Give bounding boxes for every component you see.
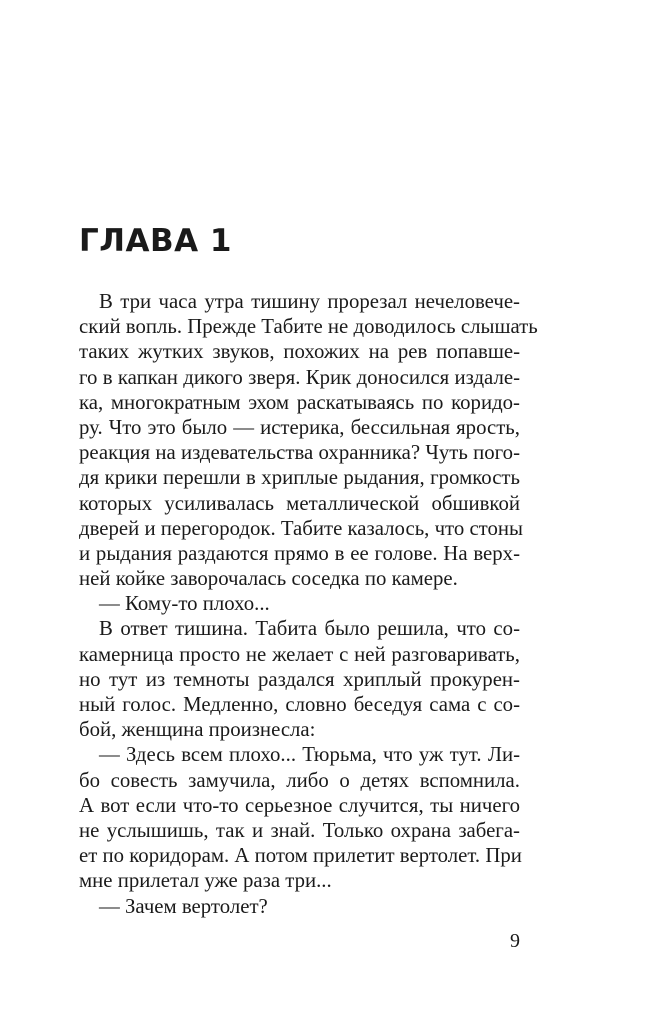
text-line: бой, женщина произнесла: [79,718,316,742]
text-line: ный голос. Медленно, словно беседуя сама с со- [79,693,520,716]
text-line: мне прилетал уже раза три... [79,869,332,893]
text-line: таких жутких звуков, похожих на рев попавше- [79,340,520,364]
dialogue-line: — Здесь всем плохо... Тюрьма, что уж тут. Ли- [99,743,520,767]
dialogue-line: — Кому-то плохо... [99,592,270,616]
text-line: го в капкан дикого зверя. Крик доносился издале- [79,365,520,389]
text-line: камерница просто не желает с ней разговаривать, [79,642,520,666]
text-line: бо совесть замучила, либо о детях вспомнила. [79,768,520,792]
text-line: дя крики перешли в хриплые рыдания, громкость [79,466,520,490]
body-text [79,289,538,919]
text-line: ней койке заворочалась соседка по камере. [79,567,458,591]
text-line: ет по коридорам. А потом прилетит вертолет. При [79,844,522,868]
text-line: которых усиливалась металлической обшивкой [79,491,520,515]
text-line: и рыдания раздаются прямо в ее голове. На верх- [79,541,520,565]
text-line: но тут из темноты раздался хриплый прокурен- [79,667,520,691]
text-line: не услышишь, так и знай. Только охрана забега- [79,818,520,842]
text-line: дверей и перегородок. Табите казалось, что стоны [79,516,523,540]
text-line: ка, многократным эхом раскатываясь по коридо- [79,390,520,414]
text-line: ру. Что это было — истерика, бессильная ярость, [79,415,520,439]
text-line: реакция на издевательства охранника? Чуть пого- [79,441,520,465]
text-line: ский вопль. Прежде Табите не доводилось слышать [79,315,538,339]
text-line: В ответ тишина. Табита было решила, что со- [99,617,520,641]
chapter-title: ГЛАВА 1 [79,223,232,259]
text-line: А вот если что-то серьезное случится, ты ничего [79,793,520,817]
text-line: В три часа утра тишину прорезал нечеловече- [99,290,520,313]
dialogue-line: — Зачем вертолет? [99,894,268,918]
page-number: 9 [510,930,520,952]
